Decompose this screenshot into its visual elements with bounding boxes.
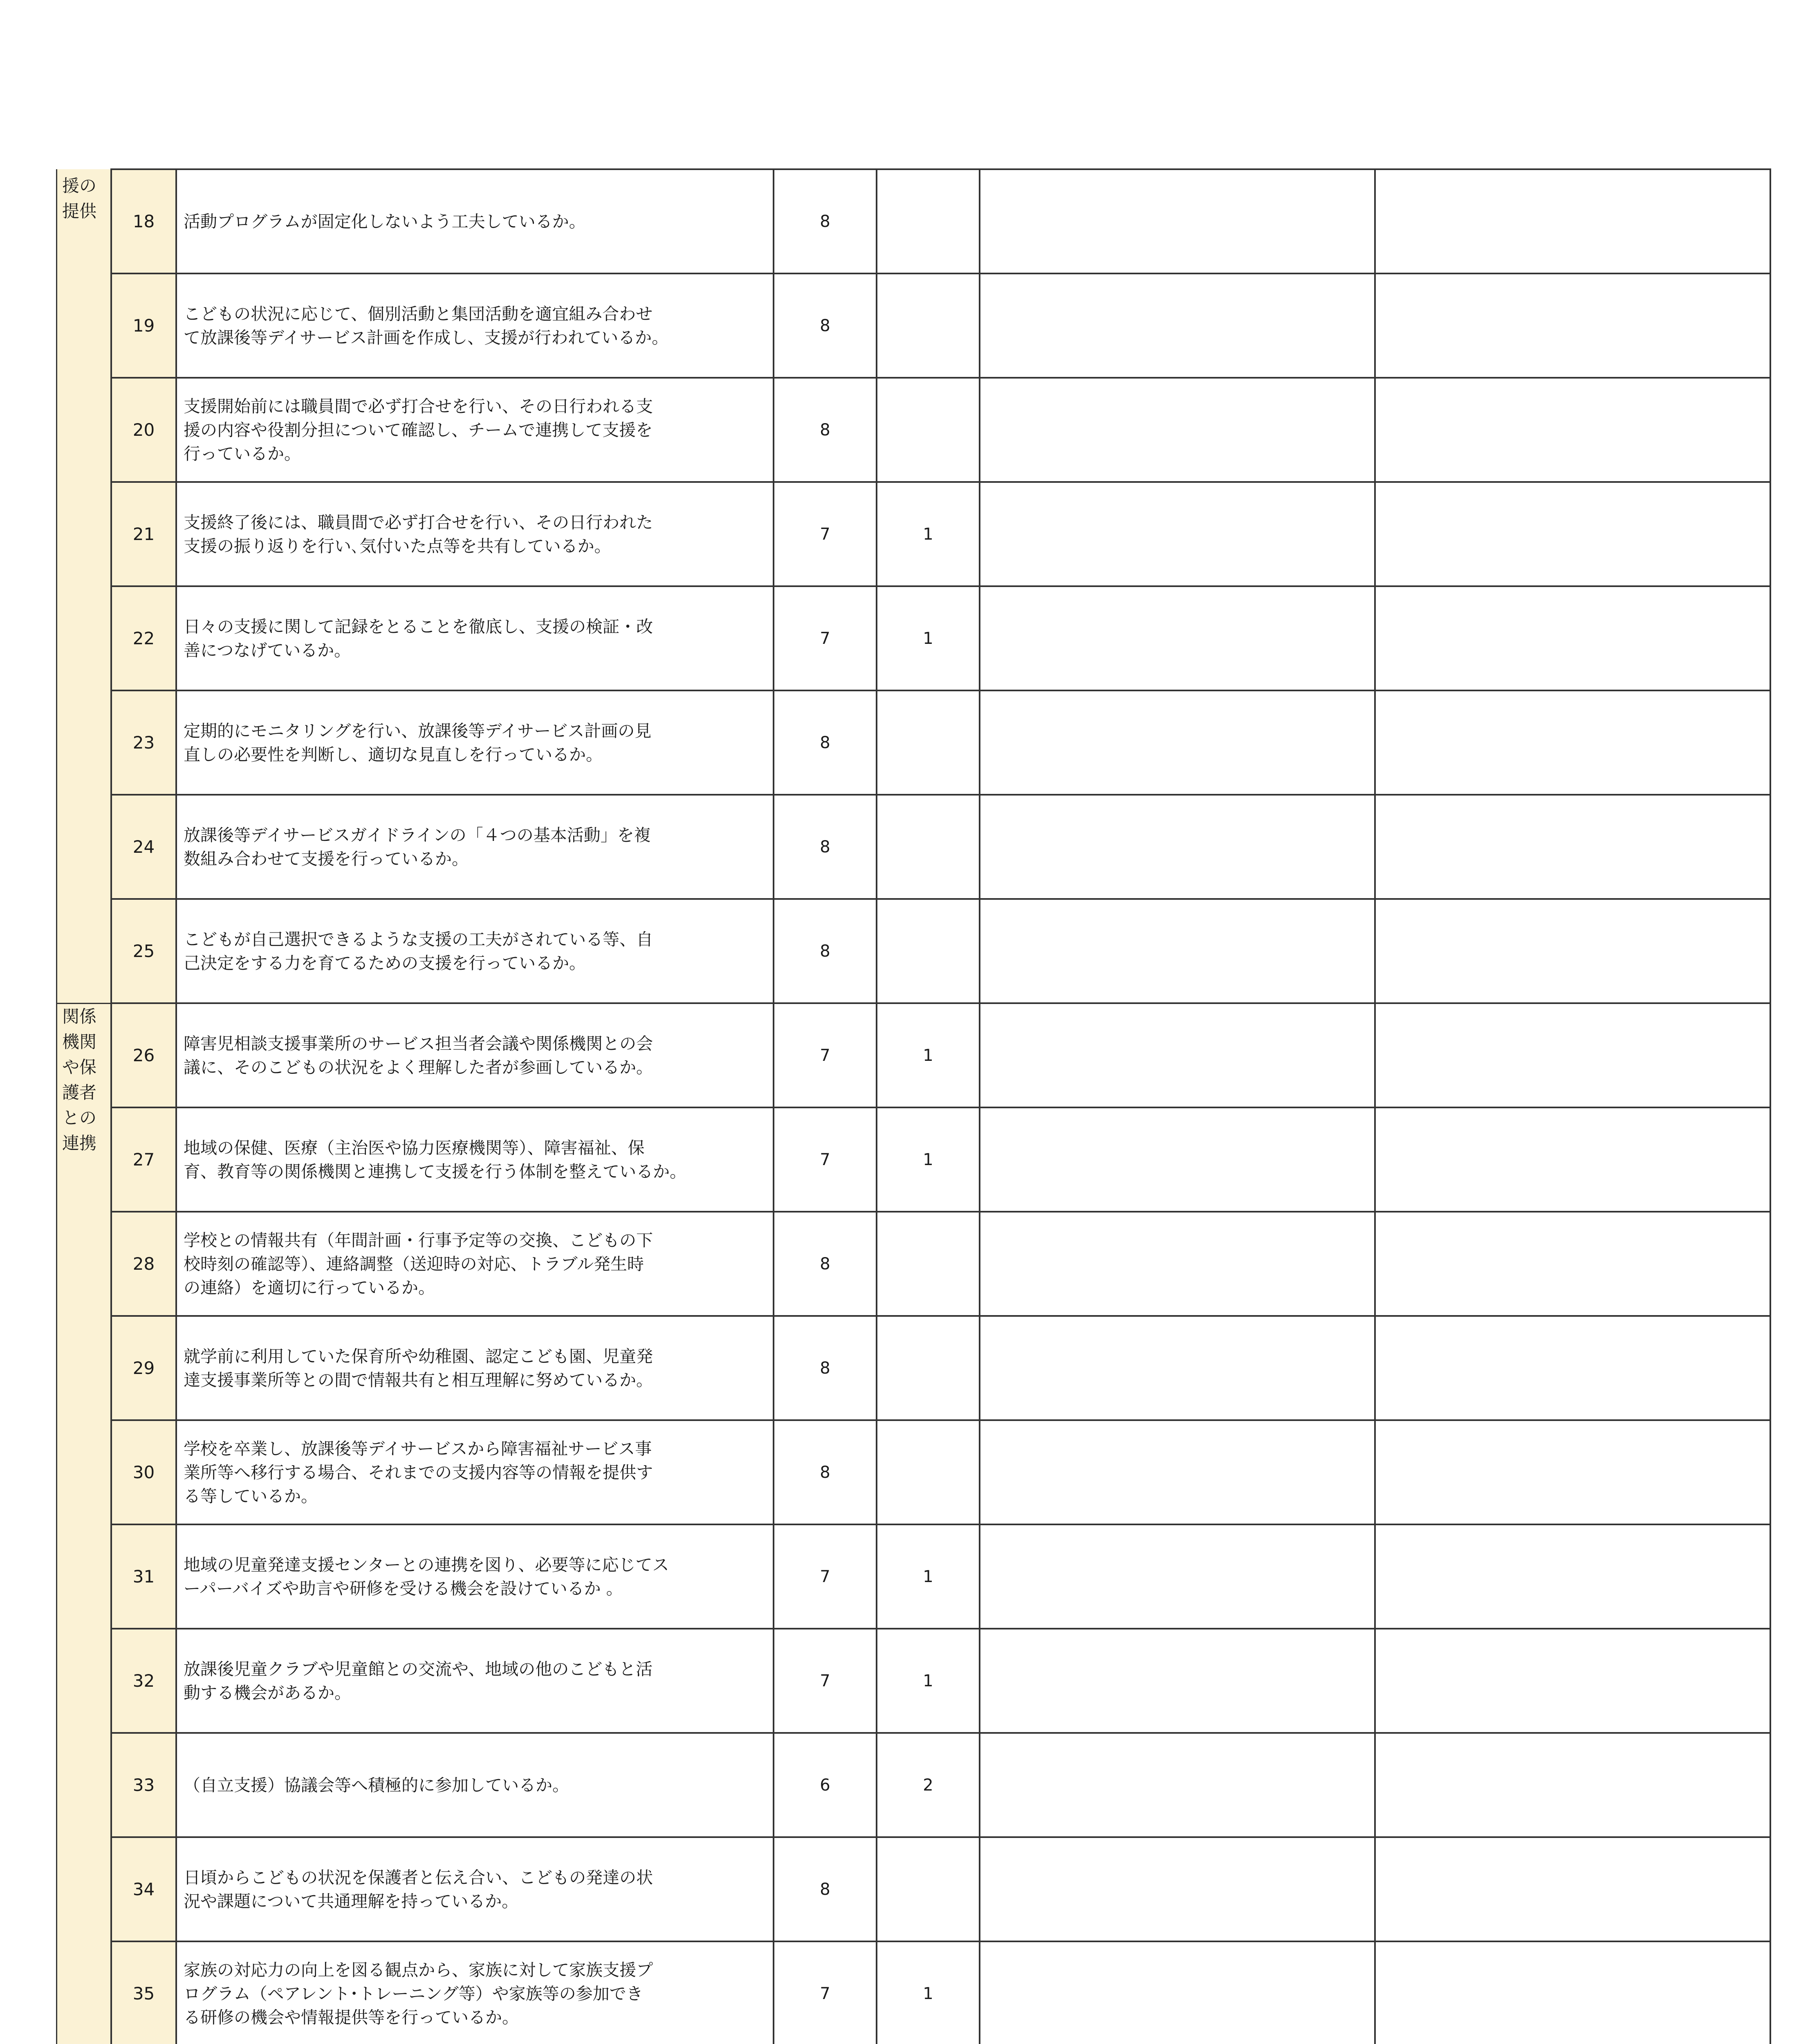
no-count: 1	[877, 482, 980, 586]
improvement-cell	[980, 378, 1375, 482]
improvement-cell	[980, 1212, 1375, 1316]
question-text	[176, 795, 774, 899]
no-count	[877, 1316, 980, 1420]
question-text	[176, 1733, 774, 1837]
improvement-cell	[980, 1003, 1375, 1107]
table-row	[57, 1212, 1771, 1316]
yes-count: 8	[774, 690, 877, 795]
item-number: 20	[111, 378, 176, 482]
table-row	[57, 586, 1771, 690]
table-row	[57, 1837, 1771, 1941]
question-text	[176, 690, 774, 795]
question-text-content: こどもの状況に応じて、個別活動と集団活動を適宜組み合わせ て放課後等デイサービス計画を作成し、支援が行われているか。	[184, 304, 669, 347]
item-number: 25	[111, 899, 176, 1003]
item-number: 24	[111, 795, 176, 899]
question-text-content: 支援開始前には職員間で必ず打合せを行い、その日行われる支 援の内容や役割分担について確認し、チームで連携して支援を 行っているか。	[184, 396, 653, 464]
table-row	[57, 1316, 1771, 1420]
item-number: 26	[111, 1003, 176, 1107]
yes-count: 7	[774, 1941, 877, 2044]
comment-cell	[1375, 1524, 1770, 1629]
evaluation-table	[56, 168, 1771, 2044]
question-text	[176, 169, 774, 273]
question-text	[176, 1837, 774, 1941]
item-number: 35	[111, 1941, 176, 2044]
improvement-cell	[980, 690, 1375, 795]
comment-cell	[1375, 795, 1770, 899]
question-text-content: 放課後児童クラブや児童館との交流や、地域の他のこどもと活 動する機会があるか。	[184, 1659, 653, 1703]
no-count	[877, 1212, 980, 1316]
no-count	[877, 169, 980, 273]
table-row	[57, 1003, 1771, 1107]
comment-cell	[1375, 273, 1770, 378]
comment-cell	[1375, 1941, 1770, 2044]
item-number: 32	[111, 1629, 176, 1733]
question-text	[176, 586, 774, 690]
item-number: 30	[111, 1420, 176, 1524]
comment-cell	[1375, 1107, 1770, 1212]
comment-cell	[1375, 482, 1770, 586]
no-count	[877, 378, 980, 482]
comment-cell	[1375, 690, 1770, 795]
yes-count: 7	[774, 586, 877, 690]
table-row	[57, 1629, 1771, 1733]
section-label: 関係 機関 や保 護者 との 連携	[62, 1006, 97, 1153]
question-text	[176, 273, 774, 378]
question-text-content: 障害児相談支援事業所のサービス担当者会議や関係機関との会 議に、そのこどもの状況をよく理解した者が参画しているか。	[184, 1033, 653, 1077]
table-row	[57, 273, 1771, 378]
question-text-content: 日々の支援に関して記録をとることを徹底し、支援の検証・改 善につなげているか。	[184, 616, 653, 660]
item-number: 29	[111, 1316, 176, 1420]
improvement-cell	[980, 1837, 1375, 1941]
no-count	[877, 273, 980, 378]
table-row	[57, 899, 1771, 1003]
comment-cell	[1375, 1629, 1770, 1733]
question-text	[176, 378, 774, 482]
comment-cell	[1375, 169, 1770, 273]
question-text	[176, 1629, 774, 1733]
yes-count: 7	[774, 482, 877, 586]
question-text-content: 地域の保健、医療（主治医や協力医療機関等）、障害福祉、保 育、教育等の関係機関と連携して支援を行う体制を整えているか。	[184, 1138, 686, 1181]
comment-cell	[1375, 1003, 1770, 1107]
no-count: 1	[877, 1629, 980, 1733]
question-text-content: 放課後等デイサービスガイドラインの「４つの基本活動」を複 数組み合わせて支援を行っているか。	[184, 825, 651, 869]
yes-count: 8	[774, 899, 877, 1003]
no-count: 1	[877, 1107, 980, 1212]
question-text-content: 地域の児童発達支援センターとの連携を図り、必要等に応じてス ーパーバイズや助言や研修を受ける機会を設けているか 。	[184, 1555, 669, 1598]
section-label: 援の 提供	[62, 176, 97, 221]
yes-count: 8	[774, 1212, 877, 1316]
question-text-content: 学校との情報共有（年間計画・行事予定等の交換、こどもの下 校時刻の確認等）、連絡調整（送迎時の対応、トラブル発生時 の連絡）を適切に行っているか。	[184, 1230, 653, 1298]
item-number: 22	[111, 586, 176, 690]
question-text-content: 活動プログラムが固定化しないよう工夫しているか。	[184, 211, 586, 231]
improvement-cell	[980, 273, 1375, 378]
question-text-content: 定期的にモニタリングを行い、放課後等デイサービス計画の見 直しの必要性を判断し、適切な見直しを行っているか。	[184, 721, 652, 764]
question-text-content: 就学前に利用していた保育所や幼稚園、認定こども園、児童発 達支援事業所等との間で情報共有と相互理解に努めているか。	[184, 1346, 653, 1390]
question-text-content: 支援終了後には、職員間で必ず打合せを行い、その日行われた 支援の振り返りを行い､気付いた点等を共有しているか。	[184, 512, 653, 556]
item-number: 27	[111, 1107, 176, 1212]
comment-cell	[1375, 1733, 1770, 1837]
comment-cell	[1375, 378, 1770, 482]
question-text	[176, 1420, 774, 1524]
yes-count: 7	[774, 1629, 877, 1733]
no-count	[877, 1420, 980, 1524]
table-row	[57, 1524, 1771, 1629]
no-count	[877, 690, 980, 795]
improvement-cell	[980, 1420, 1375, 1524]
item-number: 31	[111, 1524, 176, 1629]
yes-count: 7	[774, 1107, 877, 1212]
section-cell	[57, 1003, 112, 2044]
item-number: 18	[111, 169, 176, 273]
question-text-content: 家族の対応力の向上を図る観点から、家族に対して家族支援プ ログラム（ペアレント･トレーニング等）や家族等の参加でき る研修の機会や情報提供等を行っているか。	[184, 1960, 653, 2027]
table-row	[57, 482, 1771, 586]
improvement-cell	[980, 1629, 1375, 1733]
yes-count: 8	[774, 1316, 877, 1420]
table-row	[57, 169, 1771, 273]
no-count	[877, 1837, 980, 1941]
no-count	[877, 899, 980, 1003]
yes-count: 8	[774, 169, 877, 273]
table-row	[57, 1941, 1771, 2044]
table-row	[57, 795, 1771, 899]
yes-count: 8	[774, 273, 877, 378]
improvement-cell	[980, 586, 1375, 690]
item-number: 19	[111, 273, 176, 378]
question-text-content: 日頃からこどもの状況を保護者と伝え合い、こどもの発達の状 況や課題について共通理解を持っているか。	[184, 1867, 653, 1911]
improvement-cell	[980, 795, 1375, 899]
no-count: 1	[877, 1941, 980, 2044]
improvement-cell	[980, 1733, 1375, 1837]
improvement-cell	[980, 169, 1375, 273]
yes-count: 8	[774, 795, 877, 899]
question-text	[176, 1212, 774, 1316]
comment-cell	[1375, 1837, 1770, 1941]
section-cell	[57, 169, 112, 1003]
question-text	[176, 899, 774, 1003]
table-row	[57, 378, 1771, 482]
no-count: 2	[877, 1733, 980, 1837]
question-text-content: 学校を卒業し、放課後等デイサービスから障害福祉サービス事 業所等へ移行する場合、それまでの支援内容等の情報を提供す る等しているか。	[184, 1439, 653, 1506]
improvement-cell	[980, 1941, 1375, 2044]
item-number: 21	[111, 482, 176, 586]
yes-count: 7	[774, 1524, 877, 1629]
table-row	[57, 690, 1771, 795]
improvement-cell	[980, 482, 1375, 586]
question-text	[176, 1107, 774, 1212]
table-row	[57, 1107, 1771, 1212]
question-text	[176, 1524, 774, 1629]
yes-count: 7	[774, 1003, 877, 1107]
no-count: 1	[877, 1524, 980, 1629]
comment-cell	[1375, 586, 1770, 690]
yes-count: 6	[774, 1733, 877, 1837]
yes-count: 8	[774, 1420, 877, 1524]
comment-cell	[1375, 899, 1770, 1003]
comment-cell	[1375, 1316, 1770, 1420]
question-text	[176, 482, 774, 586]
item-number: 34	[111, 1837, 176, 1941]
comment-cell	[1375, 1420, 1770, 1524]
improvement-cell	[980, 899, 1375, 1003]
comment-cell	[1375, 1212, 1770, 1316]
question-text	[176, 1316, 774, 1420]
table-row	[57, 1420, 1771, 1524]
item-number: 23	[111, 690, 176, 795]
question-text-content: こどもが自己選択できるような支援の工夫がされている等、自 己決定をする力を育てるための支援を行っているか。	[184, 929, 653, 973]
yes-count: 8	[774, 1837, 877, 1941]
item-number: 28	[111, 1212, 176, 1316]
improvement-cell	[980, 1107, 1375, 1212]
no-count: 1	[877, 1003, 980, 1107]
no-count: 1	[877, 586, 980, 690]
question-text	[176, 1003, 774, 1107]
question-text	[176, 1941, 774, 2044]
question-text-content: （自立支援）協議会等へ積極的に参加しているか。	[184, 1775, 569, 1795]
improvement-cell	[980, 1316, 1375, 1420]
yes-count: 8	[774, 378, 877, 482]
item-number: 33	[111, 1733, 176, 1837]
no-count	[877, 795, 980, 899]
table-row	[57, 1733, 1771, 1837]
improvement-cell	[980, 1524, 1375, 1629]
